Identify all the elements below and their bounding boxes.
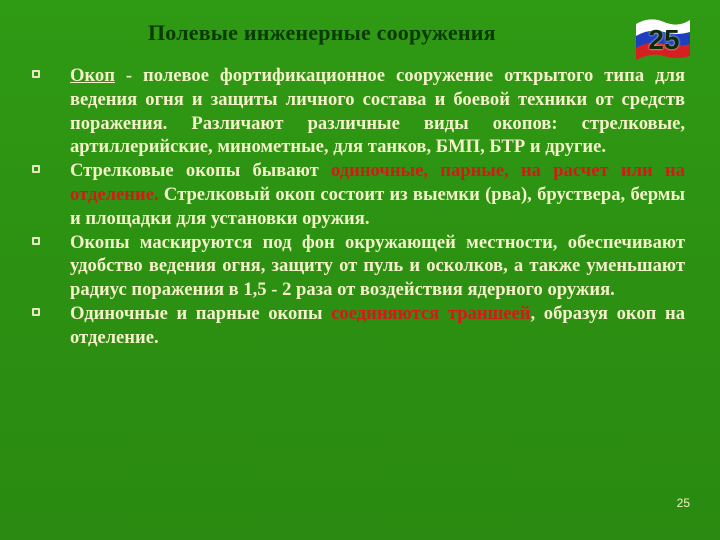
paragraph-text: Одиночные и парные окопы: [70, 302, 332, 324]
square-bullet-icon: [32, 165, 40, 173]
square-bullet-icon: [32, 308, 40, 316]
highlighted-text: одиночные, парные, на расчет или на отделение.: [70, 160, 685, 205]
paragraph-4: [30, 302, 685, 350]
slide-title: Полевые инженерные сооружения: [148, 20, 496, 45]
paragraph-text: , образуя окоп на отделение.: [70, 302, 685, 348]
paragraph-text: Стрелковый окоп состоит из выемки (рва), бруствера, бермы и площадки для установки оружия.: [70, 183, 685, 229]
square-bullet-icon: [32, 237, 40, 245]
russian-flag-badge: [632, 14, 692, 62]
paragraph-text: Окопы маскируются под фон окружающей местности, обеспечивают удобство ведения огня, защиту от пуль и осколков, а также уменьшают радиус поражения в 1,5 - 2 раза от воздействия ядерного оружия.: [70, 231, 685, 301]
paragraph-3: [30, 231, 685, 302]
paragraph-2: [30, 159, 685, 230]
page-number: 25: [676, 496, 690, 510]
paragraph-1: [30, 64, 685, 159]
slide-body: [30, 64, 685, 350]
highlighted-text: соединяются траншеей: [331, 302, 531, 324]
square-bullet-icon: [32, 70, 40, 78]
term-okop: Окоп: [70, 65, 115, 86]
paragraph-text: - полевое фортификационное сооружение открытого типа для ведения огня и защиты личного состава и боевой техники от средств поражения. Различают различные виды окопов: стрелковые, артиллерийские, минометные, для танков, БМП, БТР и другие.: [70, 65, 685, 158]
paragraph-text: Стрелковые окопы бывают: [70, 160, 331, 182]
slide-number-badge: 25: [648, 24, 680, 55]
